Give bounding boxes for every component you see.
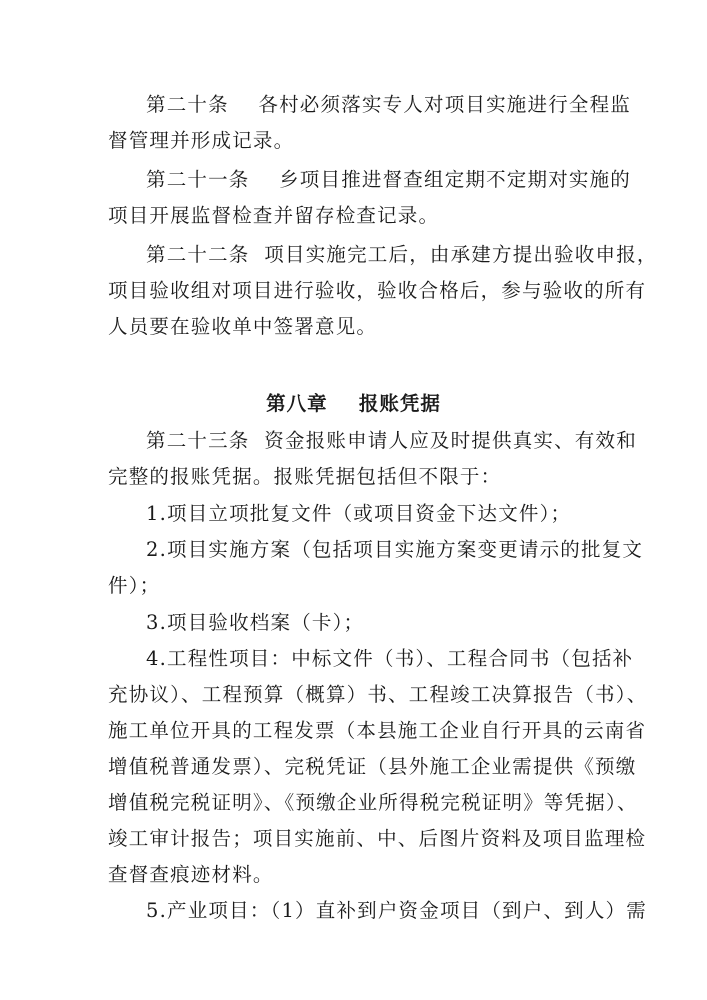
article-21-line-2: 项目开展监督检查并留存检查记录。	[108, 204, 440, 227]
item-4-line-3: 施工单位开具的工程发票（本县施工企业自行开具的云南省	[108, 719, 647, 742]
item-4-line-2: 充协议）、工程预算（概算）书、工程竣工决算报告（书）、	[108, 683, 648, 706]
item-4-line-4: 增值税普通发票）、完税凭证（县外施工企业需提供《预缴	[108, 755, 637, 778]
article-22-line-1: 第二十二条 项目实施完工后，由承建方提出验收申报，	[146, 243, 658, 266]
article-20-line-2: 督管理并形成记录。	[108, 129, 295, 152]
article-22-line-2: 项目验收组对项目进行验收，验收合格后，参与验收的所有	[108, 279, 647, 302]
item-2-line-1: 2.项目实施方案（包括项目实施方案变更请示的批复文	[146, 538, 644, 561]
item-5-line-1: 5.产业项目：（1）直补到户资金项目（到户、到人）需	[146, 899, 647, 922]
item-4-line-6: 竣工审计报告；项目实施前、中、后图片资料及项目监理检	[108, 827, 647, 850]
item-2-line-2: 件）；	[108, 574, 161, 597]
article-21-line-1: 第二十一条 乡项目推进督查组定期不定期对实施的	[146, 168, 631, 191]
item-4-line-5: 增值税完税证明》、《预缴企业所得税完税证明》等凭据）、	[108, 791, 638, 814]
article-22-line-3: 人员要在验收单中签署意见。	[108, 315, 378, 338]
article-20-line-1: 第二十条 各村必须落实专人对项目实施进行全程监	[146, 93, 631, 116]
item-3: 3.项目验收档案（卡）；	[146, 611, 365, 634]
item-4-line-1: 4.工程性项目：中标文件（书）、工程合同书（包括补	[146, 647, 634, 670]
article-23-line-2: 完整的报账凭据。报账凭据包括但不限于：	[108, 465, 502, 488]
article-23-line-1: 第二十三条 资金报账申请人应及时提供真实、有效和	[146, 429, 637, 452]
item-1: 1.项目立项批复文件（或项目资金下达文件）；	[146, 502, 572, 525]
item-4-line-7: 查督查痕迹材料。	[108, 863, 274, 886]
chapter-8-heading: 第八章 报账凭据	[266, 392, 441, 415]
